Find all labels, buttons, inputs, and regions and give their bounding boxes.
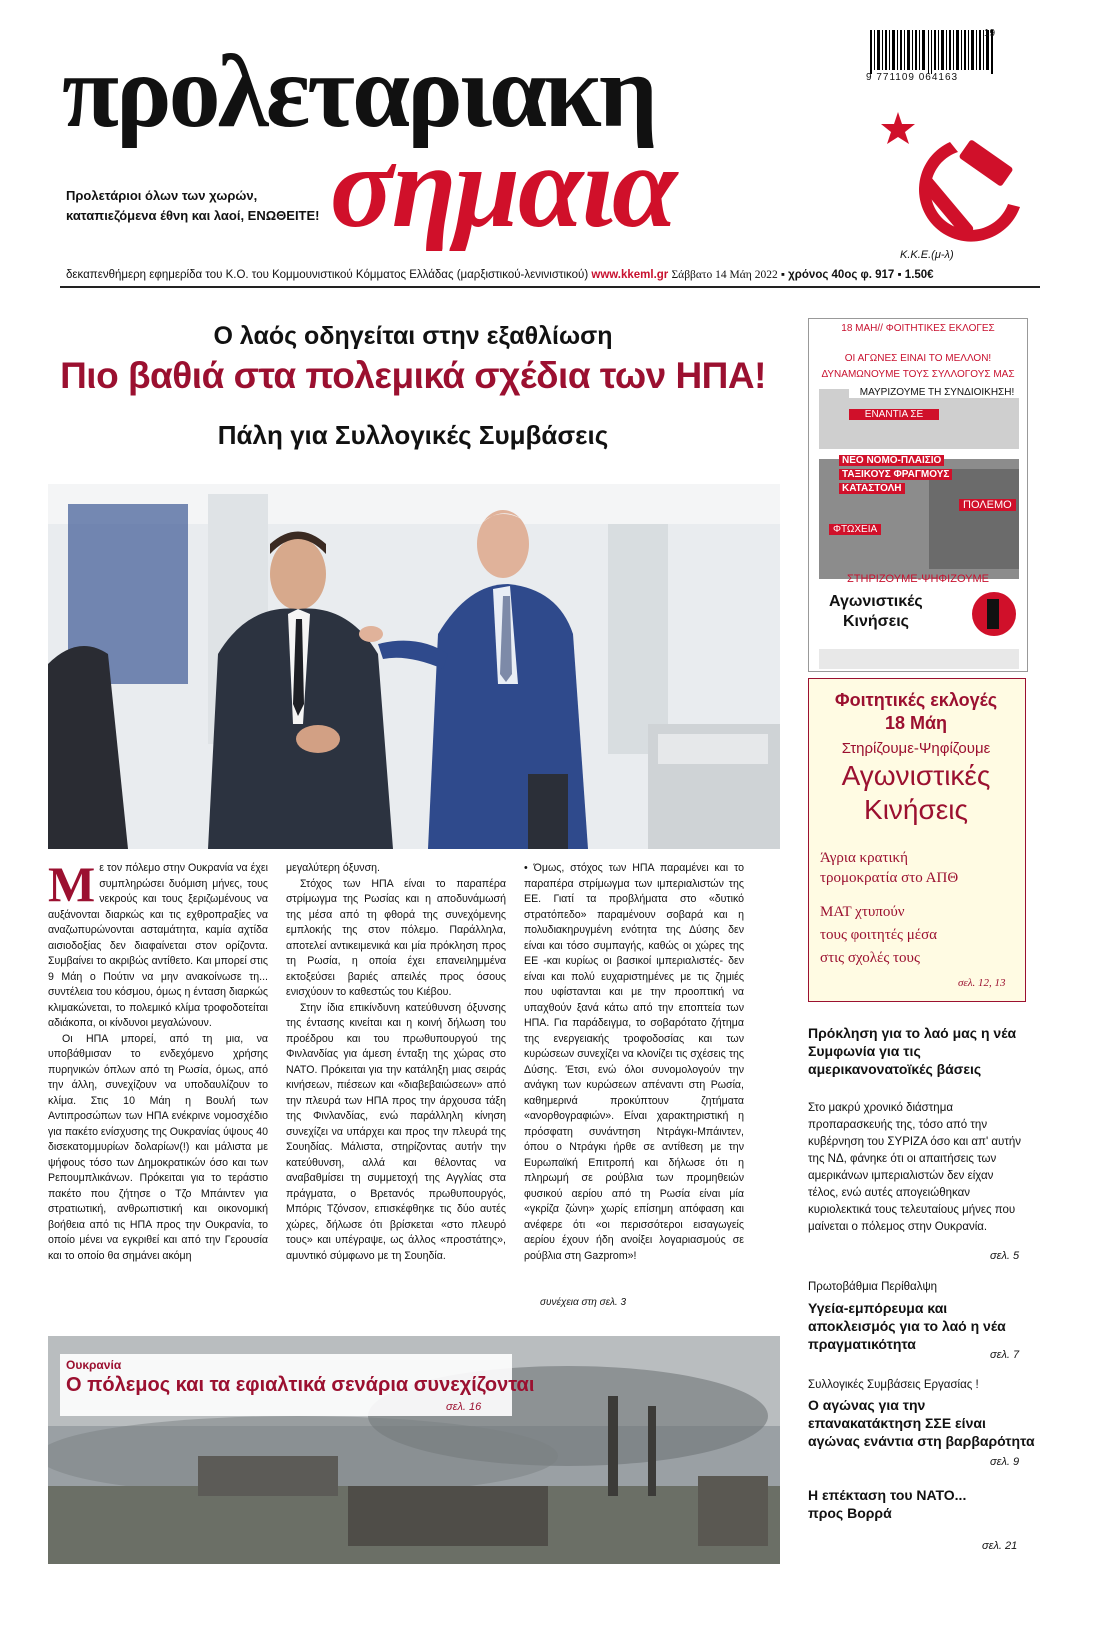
box-line-9: τους φοιτητές μέσα [820,927,938,943]
col2-paragraph-3: Στην ίδια επικίνδυνη κατεύθυνση όξυνσης της έντασης κινείται και η κοινή δήλωση του προέδρου και του πρωθυπουργού της Φινλανδίας για άμεση ένταξη της χώρας στο ΝΑΤΟ. Πρόκειται για την κατάληξη μιας σειράς κινήσεων, πιέσεων και «διαβεβαιώσεων» από την πλευρά των ΗΠΑ προς την άρχουσα τάξη της Φινλανδίας, ενώ παράλληλη κίνηση συνεχίζει να υπάρχει και προς την πλευρά της Σουηδίας. Μάλιστα, στηρίζοντας αυτήν την κατεύθυνση, αλλά και θέλοντας να αναβαθμίσει τη συμμετοχή της Αγγλίας στα πράγματα, ο Βρετανός πρωθυπουργός, Μπόρις Τζόνσον, επισκέφθηκε τις δύο αυτές χώρες, δήλωσε ότι βρίσκεται «στο πλευρό τους» και υπέγραψε, ως άλλος «προστάτης», αμυντικό σύμφωνο με τη Σουηδία. [286,1001,506,1262]
box-line-6: Άγρια κρατική [820,850,908,866]
sidebar-article-c-kicker: Συλλογικές Συμβάσεις Εργασίας ! [808,1379,979,1391]
info-line: δεκαπενθήμερη εφημερίδα του Κ.Ο. του Κομμουνιστικού Κόμματος Ελλάδας (μαρξιστικού-λενινιστικού) www.kkeml.gr Σάββατο 14 Μάη 2022 ▪ χρόνος 40ος φ. 917 ▪ 1.50€ [66,269,934,281]
sidebar-article-b-title[interactable]: Υγεία-εμπόρευμα και αποκλεισμός για το λαό η νέα πραγματικότητα [808,1300,1006,1352]
box-line-4: Αγωνιστικές [841,760,991,791]
lead-column-2 [286,861,506,1264]
feature-page-ref[interactable]: σελ. 16 [446,1401,482,1413]
masthead-slogan [66,186,346,226]
feature-kicker: Ουκρανία [66,1358,122,1372]
sidebar-article-b-page[interactable]: σελ. 7 [990,1349,1020,1361]
sidebar-article-a-title[interactable]: Πρόκληση για το λαό μας η νέα Συμφωνία για τις αμερικανονατοϊκές βάσεις [808,1025,1017,1077]
issue-number: 19 [984,28,996,39]
masthead-title: προλεταριακη [62,34,655,149]
poster-line-1: 18 ΜΑΗ// ΦΟΙΤΗΤΙΚΕΣ ΕΚΛΟΓΕΣ [841,323,995,334]
lead-headline[interactable]: Πιο βαθιά στα πολεμικά σχέδια των ΗΠΑ! [60,355,766,396]
year-issue: χρόνος 40ος φ. 917 [788,269,895,281]
col1-paragraph-1: ε τον πόλεμο στην Ουκρανία να έχει συμπληρώσει δυόμιση μήνες, τους νεκρούς και τους ξεριζωμένους να αυξάνονται διαρκώς και τις εχθροπραξίες να αναζωπυρώνονται ασταμάτητα, καμία αχτίδα αισιοδοξίας δεν διαφαίνεται στον ορίζοντα. Συμβαίνει το ακριβώς αντίθετο. Και μπορεί στις 9 Μάη ο Πούτιν να μην ανακοίνωσε τη... συντέλεια του κόσμου, όμως η ένταση διαρκώς κλιμακώνεται, το πολεμικό κλίμα τροφοδοτείται αδιάκοπα, οι κίνδυνοι μεγαλώνουν. [48,862,268,1029]
feature-title[interactable]: Ο πόλεμος και τα εφιαλτικά σενάρια συνεχίζονται [66,1374,535,1396]
slogan-line-1: Προλετάριοι όλων των χωρών, [66,188,258,203]
sidebar-article-c-page[interactable]: σελ. 9 [990,1456,1020,1468]
box-line-7: τρομοκρατία στο ΑΠΘ [820,870,959,886]
issue-date: Σάββατο 14 Μάη 2022 [671,269,778,281]
lead-kicker: Ο λαός οδηγείται στην εξαθλίωση [213,322,613,350]
price: 1.50€ [904,269,934,281]
masthead-rule [60,286,1040,288]
poster-line-9: ΠΟΛΕΜΟ [959,499,1016,511]
info-text: δεκαπενθήμερη εφημερίδα του Κ.Ο. του Κομμουνιστικού Κόμματος Ελλάδας (μαρξιστικού-λενινιστικού) [66,269,589,281]
poster-line-4: ΜΑΥΡΙΖΟΥΜΕ ΤΗ ΣΥΝΔΙΟΙΚΗΣΗ! [849,387,1025,398]
poster-fist-icon [969,589,1019,639]
sidebar-article-a-text: Στο μακρύ χρονικό διάστημα προπαρασκευής της, τόσο από την κυβέρνηση του ΣΥΡΙΖΑ όσο και απ' αυτήν της ΝΔ, φάνηκε ότι οι απαιτήσεις των αμερικάνων ιμπεριαλιστών δεν είχαν τέλος, ενώ αυτές απογειώθηκαν κυριολεκτικά τους τελευταίους μήνες που μαίνεται ο πόλεμος στην Ουκρανία. [808,1102,1022,1233]
poster-line-6: ΝΕΟ ΝΟΜΟ-ΠΛΑΙΣΙΟ [839,455,944,466]
box-line-5: Κινήσεις [864,794,968,825]
election-poster [808,318,1028,672]
poster-line-11: ΣΤΗΡΙΖΟΥΜΕ-ΨΗΦΙΖΟΥΜΕ [846,573,989,585]
sidebar-article-a-page[interactable]: σελ. 5 [990,1250,1020,1262]
lead-subhead: Πάλη για Συλλογικές Συμβάσεις [217,420,609,450]
poster-line-8: ΚΑΤΑΣΤΟΛΗ [839,483,905,494]
barcode-icon [870,30,996,74]
poster-line-13: Κινήσεις [843,613,909,630]
sidebar-article-b-kicker: Πρωτοβάθμια Περίθαλψη [808,1281,938,1293]
hammer-sickle-logo [880,112,1030,252]
lead-column-1 [48,856,268,1264]
lead-column-3 [524,861,744,1264]
sidebar-article-c-title[interactable]: Ο αγώνας για την επανακατάκτηση ΣΣΕ είναι αγώνας ενάντια στη βαρβαρότητα [808,1397,1035,1449]
party-abbreviation: Κ.Κ.Ε.(μ-λ) [900,249,954,261]
masthead-subtitle: σημαια [330,121,676,252]
box-line-2: 18 Μάη [884,713,948,733]
col3-paragraph-1: • Όμως, στόχος των ΗΠΑ παραμένει και το παραπέρα στρίμωγμα των ιμπεριαλιστών της ΕΕ. Γιατί τα προβλήματα στο «δυτικό στρατόπεδο» παραμένουν σοβαρά και η πολυδιακηρυγμένη ενότητα της Δύσης δεν είναι και τόσο συμπαγής, καθώς οι χώρες της ΕΕ -και κυρίως οι βασικοί ιμπεριαλιστές- δεν είναι και πολύ ευχαριστημένες με τις ζημιές που υφίστανται και με την προοπτική να υπαχθούν ξανά κάτω από την εποπτεία των ΗΠΑ. Για παράδειγμα, το σοβαρότατο ζήτημα της ενεργειακής τροφοδοσίας και των κυρώσεων συνεχίζει να κλονίζει τις σχέσεις της Δύσης. Έτσι, ενώ όλοι συνομολογούν την ανάγκη των κυρώσεων απέναντι στη Ρωσία, καθημερινά προκύπτουν ζητήματα «ανορθογραφιών». Είναι χαρακτηριστική η πρόσφατη συνάντηση Ντράγκι-Μπάιντεν, όπου ο Ντράγκι ήρθε σε αντίθεση με την Ευρωπαϊκή Επιτροπή και δήλωσε ότι η πληρωμή σε ρούβλια των προμηθειών φυσικού αερίου από τη Ρωσία είναι μία «γκρίζα ζώνη» χωρίς επίσημη απόφαση και ανέφερε ότι «οι περισσότεροι εισαγωγείς αερίου έχουν ήδη ανοίξει λογαριασμούς σε ρούβλια στη Gazprom»! [524,862,744,1262]
col2-paragraph-2: Στόχος των ΗΠΑ είναι το παραπέρα στρίμωγμα της Ρωσίας και η αποδυνάμωσή της μέσα από τη φθορά της συνεχόμενης εμπλοκής της στον πόλεμο. Παράλληλα, αποτελεί αντικειμενικά και μία πρόκληση προς τη Ρωσία, η οποία έχει επανειλημμένα εκτοξεύσει βαριές απειλές προς όσους ενισχύουν το καθεστώς του Κιέβου. [286,877,506,998]
poster-line-2: ΟΙ ΑΓΩΝΕΣ ΕΙΝΑΙ ΤΟ ΜΕΛΛΟΝ! [844,353,992,364]
barcode-number: 9 771109 064163 [866,72,959,83]
col2-paragraph-1: μεγαλύτερη όξυνση. [286,862,380,874]
box-line-3: Στηρίζουμε-Ψηφίζουμε [841,740,991,757]
box-line-1: Φοιτητικές εκλογές [834,690,998,710]
box-line-8: ΜΑΤ χτυπούν [820,904,905,920]
poster-line-12: Αγωνιστικές [829,593,923,610]
poster-line-10: ΦΤΩΧΕΙΑ [829,524,881,535]
lead-photo [48,484,780,849]
slogan-line-2: καταπιεζόμενα έθνη και λαοί, ΕΝΩΘΕΙΤΕ! [66,208,320,223]
dropcap: Μ [48,856,96,912]
box-page-ref[interactable]: σελ. 12, 13 [958,977,1006,989]
box-line-10: στις σχολές τους [820,950,920,966]
sidebar-article-d-page[interactable]: σελ. 21 [982,1540,1018,1552]
col1-paragraph-2: Οι ΗΠΑ μπορεί, από τη μια, να υποβάθμισαν το ενδεχόμενο χρήσης πυρηνικών όπλων από τη Ρωσία, όμως, από την άλλη, συνεχίζουν να υποδαυλίζουν το κλίμα. Στις 10 Μάη η Βουλή των Αντιπροσώπων των ΗΠΑ ενέκρινε νομοσχέδιο για πακέτο ενίσχυσης της Ουκρανίας ύψους 40 δισεκατομμυρίων δολαρίων(!) και μάλιστα με ψήφους τόσο των Δημοκρατικών όσο και των Ρεπουμπλικάνων. Πρόκειται για το τεράστιο πακέτο που ζήτησε ο Τζο Μπάιντεν για στρατιωτική, ανθρωπιστική και οικονομική βοήθεια από τις ΗΠΑ προς την Ουκρανία, το οποίο μένει να εγκριθεί και από την Γερουσία και το οποίο θα σημάνει ακόμη [48,1032,268,1262]
website-link[interactable]: www.kkeml.gr [591,269,669,281]
sidebar-article-d-title[interactable]: Η επέκταση του ΝΑΤΟ... προς Βορρά [808,1487,967,1521]
poster-line-7: ΤΑΞΙΚΟΥΣ ΦΡΑΓΜΟΥΣ [839,469,952,480]
poster-line-3: ΔΥΝΑΜΩΝΟΥΜΕ ΤΟΥΣ ΣΥΛΛΟΓΟΥΣ ΜΑΣ [821,369,1015,380]
poster-line-5: ΕΝΑΝΤΙΑ ΣΕ [849,409,939,420]
continued-note[interactable]: συνέχεια στη σελ. 3 [540,1297,627,1308]
